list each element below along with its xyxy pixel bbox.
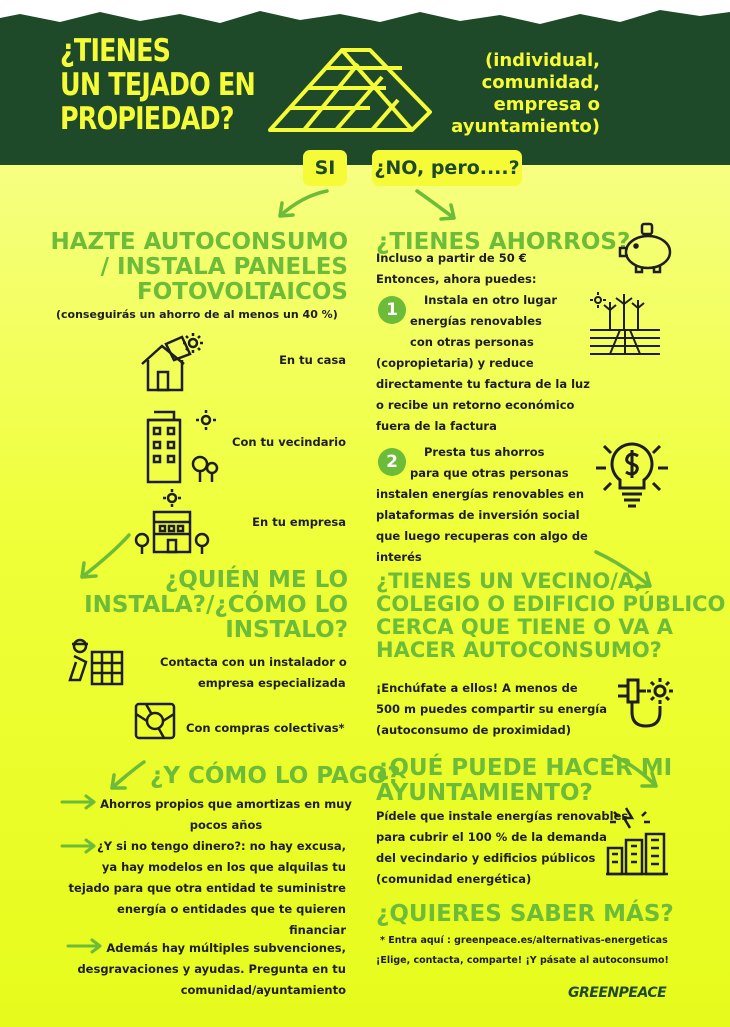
- text-line: Instala en otro lugar: [424, 293, 558, 307]
- text-line: empresa especializada: [198, 676, 346, 690]
- pay-subsidies: [77, 938, 346, 1001]
- heading-line: ¿QUÉ PUEDE HACER MI: [376, 755, 673, 781]
- header-subtitle-line: comunidad,: [481, 72, 600, 93]
- heading-line: FOTOVOLTAICOS: [137, 279, 348, 305]
- header-subtitle-line: ayuntamiento): [451, 116, 600, 137]
- text-line: Contacta con un instalador o: [160, 655, 347, 669]
- neighbor-text: [376, 678, 607, 741]
- text-line: Ahorros propios que amortizas en muy: [100, 797, 352, 811]
- text-line: energía o entidades que te quieren: [117, 902, 346, 916]
- text-line: (comunidad energética): [376, 872, 532, 886]
- heading-line: / INSTALA PANELES: [100, 254, 348, 280]
- text-line: que luego recuperas con algo de: [376, 529, 588, 543]
- text-line: o recibe un retorno económico: [376, 398, 575, 412]
- header-title-line: ¿TIENES: [60, 33, 171, 69]
- text-line: 500 m puedes compartir su energía: [376, 702, 607, 716]
- step-2-badge: 2: [378, 448, 406, 476]
- text-line: ya hay modelos en los que alquilas tu: [101, 860, 346, 874]
- savings-intro: [376, 248, 536, 290]
- text-line: (copropietaria) y reduce: [376, 356, 534, 370]
- header-subtitle-line: empresa o: [493, 94, 600, 115]
- solar-roof-icon: [262, 42, 437, 137]
- heading-who-installs: [84, 568, 348, 643]
- office-building-icon: [134, 488, 214, 556]
- arrow-icon: [104, 758, 148, 794]
- greenpeace-logo: GREENPEACE: [568, 985, 667, 1001]
- text-line: (autoconsumo de proximidad): [376, 723, 572, 737]
- text-line: con otras personas: [410, 335, 534, 349]
- installer-worker-icon: [64, 636, 128, 688]
- step-1-text: [376, 290, 590, 437]
- header-subtitle-line: (individual,: [484, 50, 600, 71]
- text-line: Pídele que instale energías renovables: [376, 809, 629, 823]
- heading-autoconsumo: [50, 230, 348, 305]
- text-line: Además hay múltiples subvenciones,: [106, 941, 346, 955]
- step-1-badge: 1: [378, 296, 406, 324]
- step-2-text: [376, 442, 588, 568]
- header-title-line: PROPIEDAD?: [60, 101, 234, 137]
- option-home: En tu casa: [279, 353, 346, 367]
- text-line: del vecindario y edificios públicos: [376, 851, 596, 865]
- heading-line: ¿QUIÉN ME LO: [164, 567, 348, 593]
- header-subtitle: [451, 50, 600, 138]
- arrow-right-icon: [60, 794, 98, 810]
- text-line: tejado para que otra entidad te suministre: [68, 881, 346, 895]
- text-line: Incluso a partir de 50 €: [376, 251, 527, 265]
- text-line: fuera de la factura: [376, 419, 497, 433]
- text-line: ¡Enchúfate a ellos! A menos de: [376, 681, 578, 695]
- savings-note: (conseguirás un ahorro de al menos un 40 %): [56, 308, 338, 321]
- header-title-line: UN TEJADO EN: [60, 67, 255, 103]
- town-hall-text: [376, 806, 628, 890]
- more-call-text: ¡Elige, contacta, comparte! ¡Y pásate al autoconsumo!: [376, 955, 669, 966]
- text-line: Entonces, ahora puedes:: [376, 272, 537, 286]
- heading-how-pay: ¿Y CÓMO LO PAGO?: [150, 763, 401, 789]
- text-line: desgravaciones y ayudas. Pregunta en tu: [77, 962, 346, 976]
- text-line: financiar: [289, 923, 346, 937]
- heading-line: INSTALO?: [225, 617, 348, 643]
- text-line: interés: [376, 550, 422, 564]
- heading-line: HACER AUTOCONSUMO?: [376, 638, 662, 662]
- text-line: Presta tus ahorros: [424, 445, 545, 459]
- option-neighborhood: Con tu vecindario: [232, 435, 346, 449]
- text-line: plataformas de inversión social: [376, 508, 580, 522]
- heading-know-more: ¿QUIERES SABER MÁS?: [376, 901, 674, 927]
- plug-sun-icon: [614, 672, 676, 732]
- apartment-building-icon: [140, 406, 220, 486]
- yes-answer-badge: SI: [303, 150, 347, 186]
- pay-own-savings: [96, 794, 356, 836]
- collective-hands-icon: [132, 700, 178, 742]
- install-contact: [160, 652, 347, 694]
- arrow-icon: [272, 188, 332, 224]
- no-answer-badge: ¿NO, pero....?: [372, 150, 522, 186]
- text-line: para que otras personas: [410, 466, 569, 480]
- heading-line: CERCA QUE TIENE O VA A: [376, 615, 673, 639]
- heading-neighbor: [376, 570, 725, 662]
- heading-line: INSTALA?/¿CÓMO LO: [84, 592, 348, 618]
- text-line: comunidad/ayuntamiento: [180, 983, 346, 997]
- arrow-icon: [412, 188, 462, 226]
- option-business: En tu empresa: [252, 515, 346, 529]
- heading-line: HAZTE AUTOCONSUMO: [50, 229, 348, 255]
- text-line: energías renovables: [410, 314, 542, 328]
- pay-no-money: [69, 836, 346, 941]
- wind-farm-icon: [590, 290, 660, 356]
- heading-line: AYUNTAMIENTO?: [376, 780, 593, 806]
- more-link-text: * Entra aquí : greenpeace.es/alternativas-energeticas: [380, 935, 668, 946]
- piggy-bank-icon: [614, 220, 678, 276]
- text-line: instalen energías renovables en: [376, 487, 585, 501]
- text-line: para cubrir el 100 % de la demanda: [376, 830, 607, 844]
- text-line: ¿Y si no tengo dinero?: no hay excusa,: [97, 839, 346, 853]
- text-line: directamente tu factura de la luz: [376, 377, 590, 391]
- heading-town-hall: [376, 756, 672, 806]
- heading-savings: ¿TIENES AHORROS?: [376, 229, 631, 255]
- lightbulb-money-icon: [592, 436, 672, 512]
- heading-line: COLEGIO O EDIFICIO PÚBLICO: [376, 592, 726, 616]
- city-energy-icon: [604, 804, 670, 876]
- install-collective: Con compras colectivas*: [186, 721, 345, 735]
- heading-line: ¿TIENES UN VECINO/A,: [376, 569, 643, 593]
- house-solar-icon: [136, 332, 206, 394]
- text-line: pocos años: [189, 818, 263, 832]
